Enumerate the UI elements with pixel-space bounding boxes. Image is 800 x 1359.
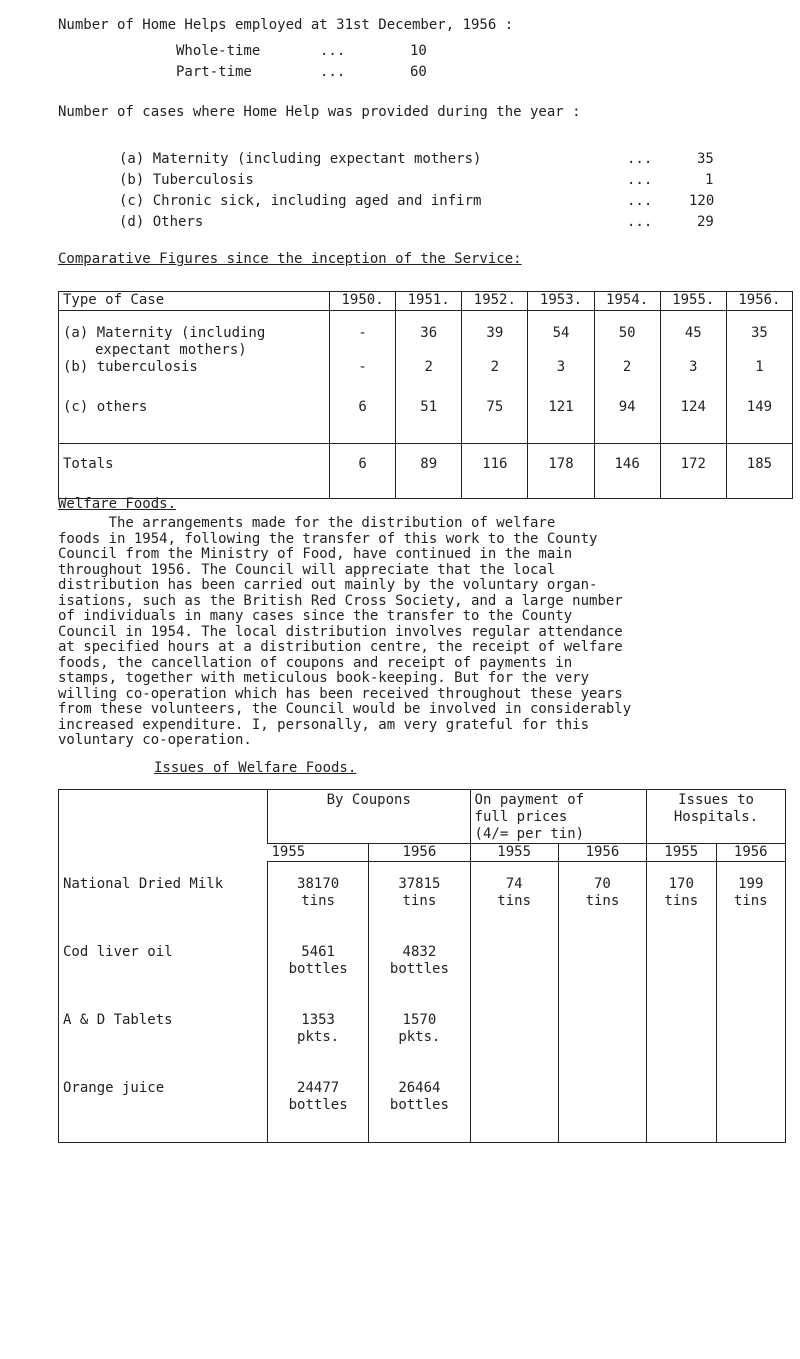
table-cell: 75 [462, 399, 528, 444]
row-label: (a) Maternity (including [63, 325, 266, 341]
table-cell: 6 [330, 399, 396, 444]
case-dots: ... [627, 214, 653, 230]
year-header: 1956 [716, 844, 786, 862]
row-label: (c) others [63, 399, 148, 415]
table-cell [470, 862, 558, 939]
case-dots: ... [627, 172, 653, 188]
table-cell [647, 1074, 716, 1143]
table-cell [647, 862, 716, 939]
case-dots: ... [627, 151, 653, 167]
cell-unit: bottles [288, 961, 348, 977]
table-cell: 149 [726, 399, 792, 444]
product-name: Cod liver oil [63, 944, 173, 960]
group-header-full-price-l3: (4/= per tin) [474, 826, 585, 842]
table-cell: 1 [726, 359, 792, 399]
table-cell: 2 [396, 359, 462, 399]
paragraph-line: stamps, together with meticulous book-keeping. But for the very [58, 670, 590, 686]
staff-label-part-time: Part-time [176, 64, 252, 80]
paragraph-line: foods, the cancellation of coupons and receipt of payments in [58, 654, 573, 671]
group-header-full-price: On payment of [474, 792, 585, 808]
table-cell: 3 [660, 359, 726, 399]
header-year: 1950. [330, 292, 396, 311]
table-cell: 3 [528, 359, 594, 399]
table-cell [470, 938, 558, 1006]
table-cell [268, 938, 369, 1006]
table-cell [268, 862, 369, 939]
cell-value: 37815 [398, 876, 441, 892]
case-value-tuberculosis: 1 [705, 172, 714, 188]
table-cell: - [330, 311, 396, 360]
paragraph-line: foods in 1954, following the transfer of this work to the County [58, 530, 598, 547]
totals-label: Totals [59, 444, 330, 499]
product-name: National Dried Milk [63, 875, 224, 892]
group-header-coupons: By Coupons [326, 792, 411, 808]
staff-dots: ... [320, 64, 346, 80]
cell-unit: tins [733, 893, 768, 909]
totals-cell: 146 [594, 444, 660, 499]
totals-row [59, 444, 793, 499]
cell-value: 199 [738, 876, 764, 892]
table-cell: - [330, 359, 396, 399]
cell-unit: pkts. [297, 1029, 340, 1045]
row-label: (b) tuberculosis [63, 359, 198, 375]
paragraph-line: voluntary co-operation. [58, 732, 252, 748]
table-row [59, 1074, 786, 1143]
group-header-hospitals: Issues to [678, 792, 754, 808]
paragraph-line: The arrangements made for the distribution of welfare [58, 515, 556, 531]
table-cell: 94 [594, 399, 660, 444]
cell-unit: bottles [288, 1097, 348, 1113]
cell-unit: tins [301, 893, 335, 909]
cell-value: 74 [505, 876, 523, 892]
table-cell: 2 [594, 359, 660, 399]
header-year: 1952. [462, 292, 528, 311]
year-header: 1955 [647, 844, 716, 862]
paragraph-line: distribution has been carried out mainly by the voluntary organ- [58, 577, 598, 593]
table-cell [558, 1074, 646, 1143]
cell-unit: tins [402, 893, 437, 909]
case-value-others: 29 [697, 214, 714, 230]
paragraph-line: willing co-operation which has been received throughout these years [58, 685, 623, 702]
table-cell [558, 1006, 646, 1074]
paragraph-line: increased expenditure. I, personally, am very grateful for this [58, 716, 590, 733]
table-cell [268, 1074, 369, 1143]
paragraph-line: isations, such as the British Red Cross Society, and a large number [58, 592, 623, 609]
totals-cell: 172 [660, 444, 726, 499]
welfare-heading: Welfare Foods. [58, 496, 177, 512]
year-header: 1955 [268, 844, 369, 862]
table-cell [647, 1006, 716, 1074]
header-year: 1955. [660, 292, 726, 311]
table-cell: 51 [396, 399, 462, 444]
table-cell [369, 1006, 470, 1074]
case-label-tuberculosis: (b) Tuberculosis [119, 172, 254, 188]
staff-heading: Number of Home Helps employed at 31st December, 1956 : [58, 17, 514, 33]
table-cell [716, 862, 786, 939]
header-year: 1954. [594, 292, 660, 311]
table-cell [470, 1006, 558, 1074]
header-year: 1951. [396, 292, 462, 311]
table-cell [369, 1074, 470, 1143]
issues-table [58, 789, 786, 1143]
header-year: 1956. [726, 292, 792, 311]
issues-heading: Issues of Welfare Foods. [154, 760, 357, 776]
totals-cell: 178 [528, 444, 594, 499]
table-cell: 36 [396, 311, 462, 360]
table-cell [716, 1074, 786, 1143]
table-cell: 39 [462, 311, 528, 360]
totals-cell: 6 [330, 444, 396, 499]
table-cell [369, 862, 470, 939]
case-dots: ... [627, 193, 653, 209]
table-cell: 124 [660, 399, 726, 444]
table-cell: 54 [528, 311, 594, 360]
year-header: 1956 [369, 844, 470, 862]
product-name: A & D Tablets [63, 1012, 173, 1028]
staff-dots: ... [320, 43, 346, 59]
year-header: 1955 [470, 844, 558, 862]
staff-value-whole-time: 10 [410, 43, 427, 59]
paragraph-line: from these volunteers, the Council would be involved in considerably [58, 701, 632, 717]
case-value-chronic: 120 [689, 193, 715, 209]
cell-unit: pkts. [398, 1029, 441, 1045]
table-row [59, 1006, 786, 1074]
table-cell [268, 1006, 369, 1074]
year-header: 1956 [558, 844, 646, 862]
table-cell: 45 [660, 311, 726, 360]
table-cell [369, 938, 470, 1006]
cell-value: 1570 [402, 1012, 437, 1028]
header-year: 1953. [528, 292, 594, 311]
case-value-maternity: 35 [697, 151, 714, 167]
case-label-others: (d) Others [119, 214, 204, 230]
cell-unit: tins [497, 893, 532, 909]
table-cell [470, 1074, 558, 1143]
paragraph-line: throughout 1956. The Council will appreciate that the local [58, 561, 556, 578]
cell-value: 1353 [301, 1012, 335, 1028]
cell-unit: bottles [389, 961, 449, 977]
table-cell: 2 [462, 359, 528, 399]
totals-cell: 185 [726, 444, 792, 499]
table-cell: 50 [594, 311, 660, 360]
table-cell: 121 [528, 399, 594, 444]
staff-value-part-time: 60 [410, 64, 427, 80]
comparative-table [58, 291, 793, 499]
cases-heading: Number of cases where Home Help was provided during the year : [58, 104, 581, 120]
table-cell: 35 [726, 311, 792, 360]
totals-cell: 89 [396, 444, 462, 499]
table-cell [558, 938, 646, 1006]
cell-value: 5461 [301, 944, 335, 960]
group-header-full-price-l2: full prices [474, 809, 568, 825]
cell-value: 26464 [398, 1080, 441, 1096]
cell-unit: bottles [389, 1097, 449, 1113]
cell-value: 70 [593, 876, 611, 892]
table-cell [647, 938, 716, 1006]
table-row [59, 399, 793, 444]
table-row [59, 359, 793, 399]
table-cell [558, 862, 646, 939]
table-row [59, 862, 786, 939]
paragraph-line: at specified hours at a distribution centre, the receipt of welfare [58, 639, 623, 655]
paragraph-line: Council from the Ministry of Food, have continued in the main [58, 546, 573, 562]
row-label-continued: expectant mothers) [95, 342, 247, 358]
table-cell [716, 1006, 786, 1074]
cell-unit: tins [585, 893, 620, 909]
cell-value: 170 [668, 876, 694, 892]
totals-cell: 116 [462, 444, 528, 499]
welfare-paragraph [58, 516, 631, 749]
staff-label-whole-time: Whole-time [176, 43, 261, 59]
cell-value: 24477 [297, 1080, 340, 1096]
table-row [59, 938, 786, 1006]
cell-unit: tins [664, 893, 699, 909]
cell-value: 4832 [402, 944, 437, 960]
header-type-of-case: Type of Case [59, 292, 330, 311]
table-cell [716, 938, 786, 1006]
case-label-maternity: (a) Maternity (including expectant mothers) [119, 151, 482, 167]
cell-value: 38170 [297, 876, 340, 892]
paragraph-line: Council in 1954. The local distribution involves regular attendance [58, 623, 623, 640]
comparative-heading: Comparative Figures since the inception of the Service: [58, 251, 522, 267]
case-label-chronic: (c) Chronic sick, including aged and infirm [119, 193, 482, 209]
paragraph-line: of individuals in many cases since the transfer to the County [58, 608, 573, 624]
table-row [59, 311, 793, 360]
product-name: Orange juice [63, 1080, 165, 1096]
group-header-hospitals-l2: Hospitals. [673, 809, 759, 825]
